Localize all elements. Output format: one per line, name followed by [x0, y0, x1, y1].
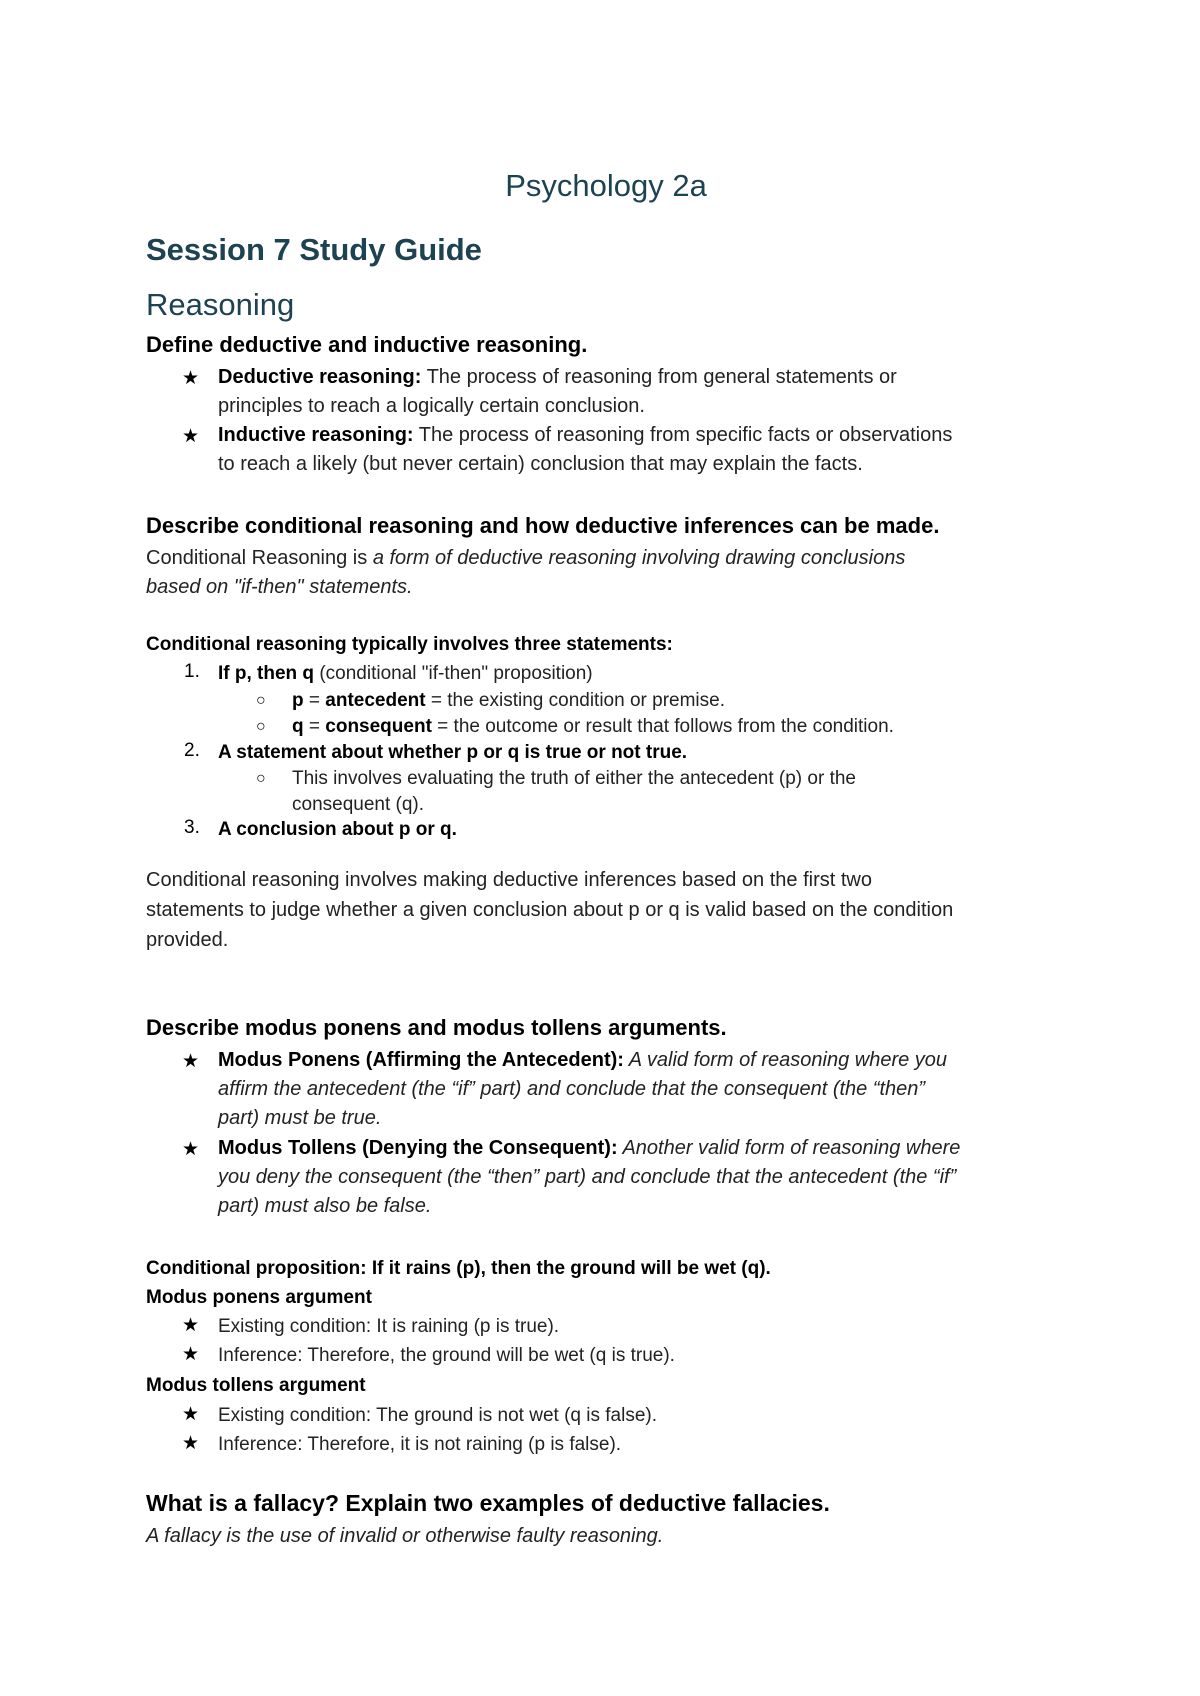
topic-heading: Reasoning [146, 287, 295, 322]
tollens-inference: Inference: Therefore, it is not raining (p is false). [218, 1434, 622, 1455]
star-bullet-icon: ★ [182, 1051, 200, 1072]
conditional-paragraph-line1: Conditional reasoning involves making deductive inferences based on the first two [146, 869, 872, 891]
inductive-bullet-line2: to reach a likely (but never certain) conclusion that may explain the facts. [218, 453, 863, 475]
star-bullet-icon: ★ [182, 426, 200, 447]
list-number: 2. [184, 740, 200, 761]
question-conditional-reasoning: Describe conditional reasoning and how deductive inferences can be made. [146, 513, 940, 538]
conditional-paragraph-line3: provided. [146, 929, 229, 951]
tollens-existing-condition: Existing condition: The ground is not wet (q is false). [218, 1405, 657, 1426]
star-bullet-icon: ★ [182, 1315, 200, 1336]
ponens-inference: Inference: Therefore, the ground will be wet (q is true). [218, 1345, 675, 1366]
statement-1: If p, then q (conditional "if-then" proposition) [218, 663, 593, 684]
conditional-definition-line1: Conditional Reasoning is a form of deductive reasoning involving drawing conclusions [146, 547, 906, 569]
modus-tollens-line2: you deny the consequent (the “then” part) and conclude that the antecedent (the “if” [218, 1166, 957, 1188]
fallacy-definition: A fallacy is the use of invalid or otherwise faulty reasoning. [146, 1525, 664, 1547]
modus-tollens-line3: part) must also be false. [218, 1195, 432, 1217]
deductive-bullet-line2: principles to reach a logically certain conclusion. [218, 395, 645, 417]
evaluation-item-line1: This involves evaluating the truth of either the antecedent (p) or the [292, 768, 856, 789]
list-number: 3. [184, 817, 200, 838]
deductive-bullet-line1: Deductive reasoning: The process of reasoning from general statements or [218, 366, 897, 388]
statement-3: A conclusion about p or q. [218, 819, 457, 840]
modus-ponens-line3: part) must be true. [218, 1107, 382, 1129]
modus-ponens-heading: Modus ponens argument [146, 1287, 372, 1308]
session-heading: Session 7 Study Guide [146, 232, 482, 267]
three-statements-subheading: Conditional reasoning typically involves three statements: [146, 634, 673, 655]
star-bullet-icon: ★ [182, 1344, 200, 1365]
antecedent-item: p = antecedent = the existing condition or premise. [292, 690, 725, 711]
question-modus-arguments: Describe modus ponens and modus tollens arguments. [146, 1015, 727, 1040]
modus-ponens-line2: affirm the antecedent (the “if” part) and conclude that the consequent (the “then” [218, 1078, 926, 1100]
modus-tollens-line1: Modus Tollens (Denying the Consequent): Another valid form of reasoning where [218, 1137, 961, 1159]
consequent-item: q = consequent = the outcome or result that follows from the condition. [292, 716, 894, 737]
question-define-reasoning: Define deductive and inductive reasoning. [146, 332, 588, 357]
document-title: Psychology 2a [505, 168, 707, 203]
list-number: 1. [184, 661, 200, 682]
question-fallacy: What is a fallacy? Explain two examples of deductive fallacies. [146, 1490, 830, 1516]
ponens-existing-condition: Existing condition: It is raining (p is true). [218, 1316, 560, 1337]
circle-bullet-icon: ○ [256, 718, 266, 735]
statement-2: A statement about whether p or q is true or not true. [218, 742, 688, 763]
modus-tollens-heading: Modus tollens argument [146, 1375, 366, 1396]
inductive-bullet-line1: Inductive reasoning: The process of reasoning from specific facts or observations [218, 424, 953, 446]
conditional-definition-line2: based on "if-then" statements. [146, 576, 413, 598]
modus-ponens-line1: Modus Ponens (Affirming the Antecedent): A valid form of reasoning where you [218, 1049, 948, 1071]
evaluation-item-line2: consequent (q). [292, 794, 425, 815]
star-bullet-icon: ★ [182, 1433, 200, 1454]
conditional-paragraph-line2: statements to judge whether a given conclusion about p or q is valid based on the condition [146, 899, 954, 921]
circle-bullet-icon: ○ [256, 770, 266, 787]
conditional-proposition: Conditional proposition: If it rains (p), then the ground will be wet (q). [146, 1258, 771, 1279]
star-bullet-icon: ★ [182, 368, 200, 389]
star-bullet-icon: ★ [182, 1404, 200, 1425]
star-bullet-icon: ★ [182, 1139, 200, 1160]
circle-bullet-icon: ○ [256, 692, 266, 709]
